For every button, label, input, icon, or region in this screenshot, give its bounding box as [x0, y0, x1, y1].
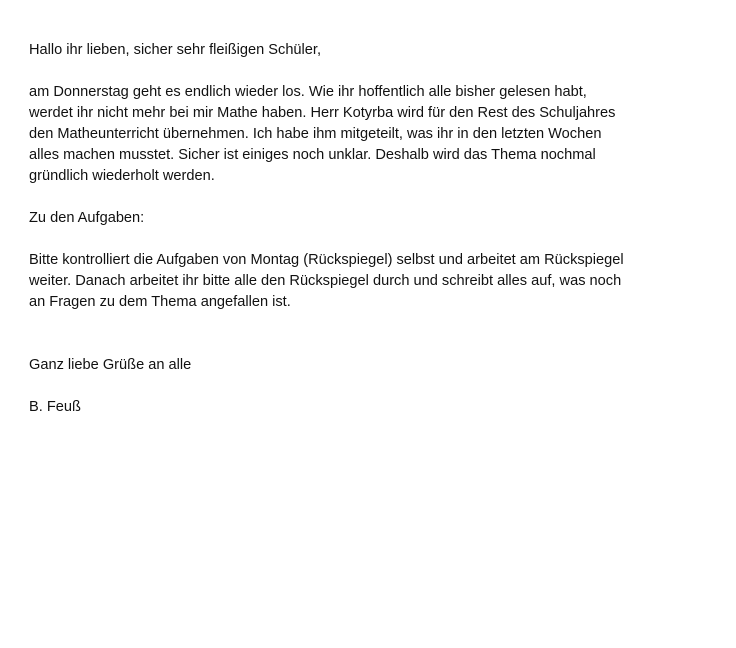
- section-heading: Zu den Aufgaben:: [29, 210, 145, 226]
- paragraph-line: den Matheunterricht übernehmen. Ich habe ihm mitgeteilt, was ihr in den letzten Wochen: [29, 126, 602, 142]
- paragraph-line: an Fragen zu dem Thema angefallen ist.: [29, 294, 291, 310]
- paragraph-intro: [29, 82, 719, 187]
- spacer: [29, 376, 719, 397]
- spacer: [29, 313, 719, 355]
- paragraph-line: weiter. Danach arbeitet ihr bitte alle den Rückspiegel durch und schreibt alles auf, was noch: [29, 273, 622, 289]
- paragraph-line: gründlich wiederholt werden.: [29, 168, 215, 184]
- spacer: [29, 61, 719, 82]
- greeting: Hallo ihr lieben, sicher sehr fleißigen Schüler,: [29, 42, 322, 58]
- paragraph-line: Bitte kontrolliert die Aufgaben von Montag (Rückspiegel) selbst und arbeitet am Rückspiegel: [29, 252, 624, 268]
- paragraph-line: werdet ihr nicht mehr bei mir Mathe haben. Herr Kotyrba wird für den Rest des Schuljahres: [29, 105, 616, 121]
- letter-document: [29, 40, 719, 418]
- paragraph-line: alles machen musstet. Sicher ist einiges noch unklar. Deshalb wird das Thema nochmal: [29, 147, 596, 163]
- signature: B. Feuß: [29, 399, 81, 415]
- spacer: [29, 229, 719, 250]
- paragraph-tasks: [29, 250, 719, 313]
- spacer: [29, 187, 719, 208]
- closing: Ganz liebe Grüße an alle: [29, 357, 192, 373]
- paragraph-line: am Donnerstag geht es endlich wieder los. Wie ihr hoffentlich alle bisher gelesen habt,: [29, 84, 587, 100]
